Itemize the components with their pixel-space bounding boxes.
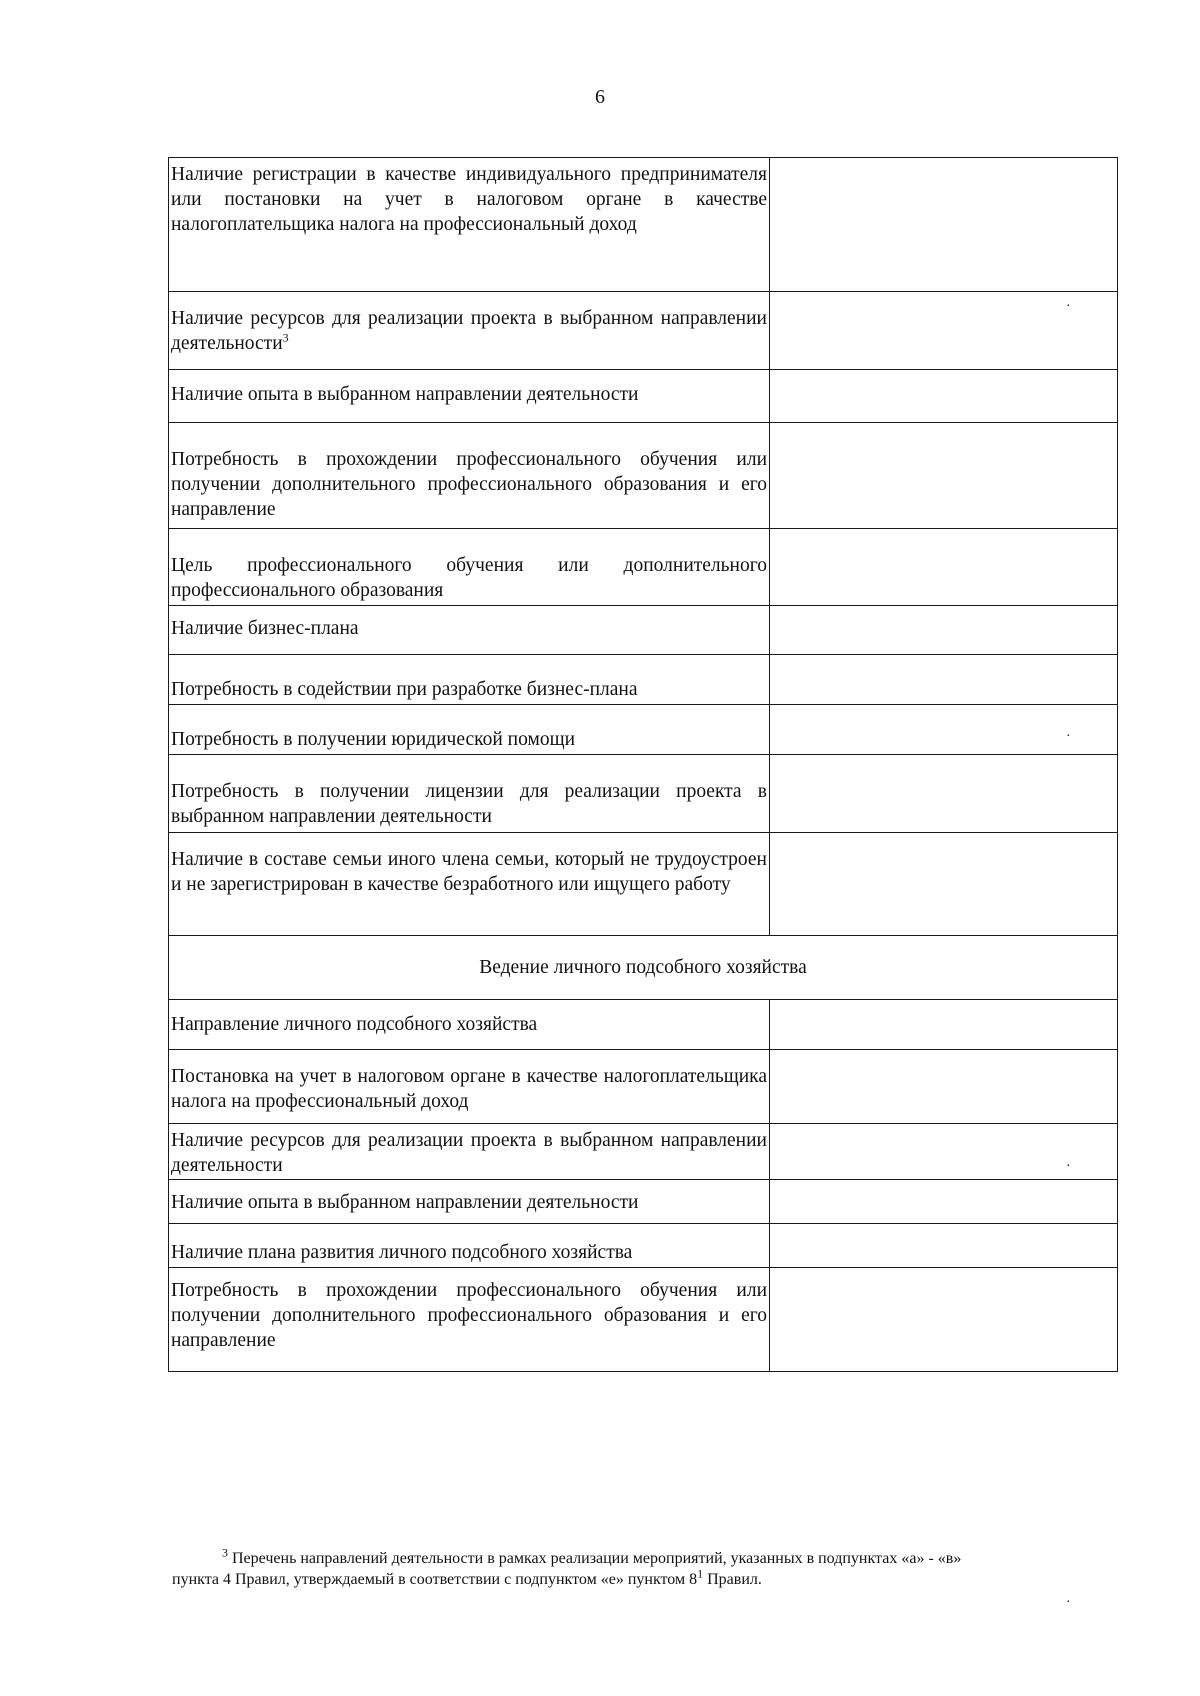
row-label: Потребность в содействии при разработке бизнес-плана — [169, 655, 770, 705]
footnote-ref: 3 — [282, 330, 289, 345]
row-value-cell[interactable] — [770, 1224, 1118, 1268]
section-header-row — [169, 936, 1118, 1000]
table-row — [169, 423, 1118, 529]
row-value-cell[interactable] — [770, 1000, 1118, 1050]
row-value-cell[interactable] — [770, 423, 1118, 529]
row-value-cell[interactable] — [770, 833, 1118, 936]
table-row — [169, 705, 1118, 755]
table-row — [169, 655, 1118, 705]
row-label: Наличие опыта в выбранном направлении деятельности — [169, 370, 770, 423]
row-label: Потребность в прохождении профессионального обучения или получении дополнительного профессионального образования и его направление — [169, 1268, 770, 1372]
row-value-cell[interactable] — [770, 1180, 1118, 1224]
footnote-line-2: пункта 4 Правил, утверждаемый в соответствии с подпунктом «е» пунктом $8^1$ Правил. — [172, 1566, 762, 1588]
footnote — [172, 1545, 1072, 1590]
row-label: Потребность в прохождении профессионального обучения или получении дополнительного профессионального образования и его направление — [169, 423, 770, 529]
table-row — [169, 292, 1118, 370]
row-label: Наличие ресурсов для реализации проекта в выбранном направлении деятельности — [169, 1124, 770, 1180]
row-label: Потребность в получении юридической помощи — [169, 705, 770, 755]
scan-speck: · — [1066, 729, 1071, 744]
row-value-cell[interactable] — [770, 370, 1118, 423]
section-title: Ведение личного подсобного хозяйства — [169, 936, 1118, 1000]
row-value-cell[interactable] — [770, 1268, 1118, 1372]
row-label: Направление личного подсобного хозяйства — [169, 1000, 770, 1050]
table-row — [169, 370, 1118, 423]
footnote-marker: 3 — [222, 1545, 228, 1560]
scan-speck: · — [1066, 1159, 1071, 1174]
table-row — [169, 158, 1118, 292]
footnote-line-1: $^3$ Перечень направлений деятельности в рамках реализации мероприятий, указанных в подпунктах «а» - «в» — [222, 1545, 962, 1567]
row-label: Наличие в составе семьи иного члена семьи, который не трудоустроен и не зарегистрирован в качестве безработного или ищущего работу — [169, 833, 770, 936]
table-row — [169, 1224, 1118, 1268]
table-row — [169, 1180, 1118, 1224]
row-label: Наличие бизнес-плана — [169, 606, 770, 655]
row-value-cell[interactable] — [770, 606, 1118, 655]
scan-speck: · — [1066, 299, 1071, 314]
table-row — [169, 833, 1118, 936]
row-label: Наличие опыта в выбранном направлении деятельности — [169, 1180, 770, 1224]
table-row — [169, 1124, 1118, 1180]
row-value-cell[interactable] — [770, 655, 1118, 705]
table-row — [169, 529, 1118, 606]
row-value-cell[interactable] — [770, 1050, 1118, 1124]
page-number: 6 — [595, 86, 605, 108]
table-row — [169, 755, 1118, 833]
table-row — [169, 1000, 1118, 1050]
row-label: Цель профессионального обучения или дополнительного профессионального образования — [169, 529, 770, 606]
table-row — [169, 1268, 1118, 1372]
row-label: Постановка на учет в налоговом органе в качестве налогоплательщика налога на профессиональный доход — [169, 1050, 770, 1124]
row-label: Наличие регистрации в качестве индивидуального предпринимателя или постановки на учет в налоговом органе в качестве налогоплательщика налога на профессиональный доход — [169, 158, 770, 292]
row-value-cell[interactable] — [770, 158, 1118, 292]
table-row — [169, 1050, 1118, 1124]
row-value-cell[interactable] — [770, 755, 1118, 833]
row-value-cell[interactable] — [770, 529, 1118, 606]
row-label: Потребность в получении лицензии для реализации проекта в выбранном направлении деятельности — [169, 755, 770, 833]
table-row — [169, 606, 1118, 655]
scan-speck: · — [1066, 1595, 1071, 1610]
row-label: Наличие ресурсов для реализации проекта в выбранном направлении деятельности$^3$ — [169, 292, 770, 370]
questionnaire-table — [168, 157, 1118, 1372]
row-label: Наличие плана развития личного подсобного хозяйства — [169, 1224, 770, 1268]
